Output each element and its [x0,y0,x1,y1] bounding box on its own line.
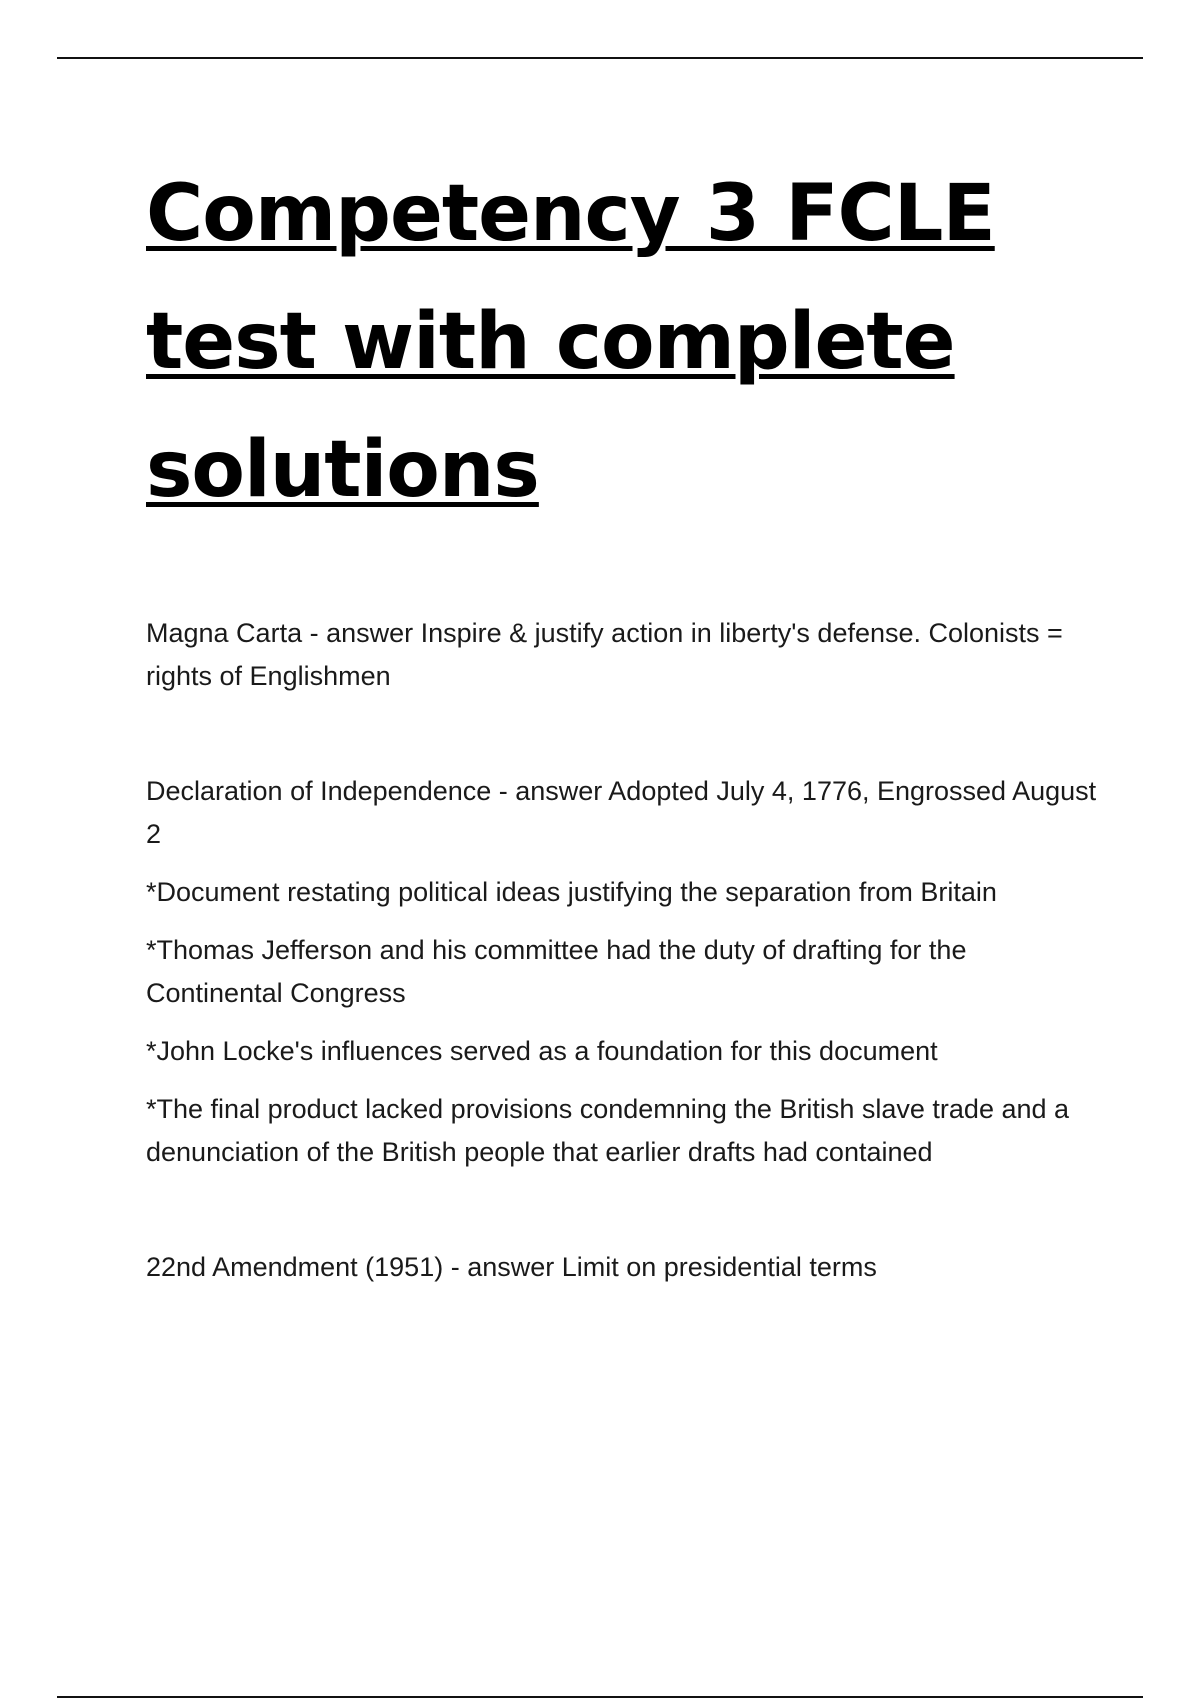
title-line: solutions [146,425,539,515]
entry-paragraph: Magna Carta - answer Inspire & justify action in liberty's defense. Colonists = rights of Englishmen [146,618,1063,691]
title-line: test with complete [146,297,955,387]
page-content [146,150,1106,1289]
top-rule [57,57,1143,59]
document-title [146,150,1106,534]
entry-22nd-amendment [146,1246,1106,1289]
entry-bullet: *Thomas Jefferson and his committee had the duty of drafting for the Continental Congress [146,935,967,1008]
entry-paragraph: 22nd Amendment (1951) - answer Limit on presidential terms [146,1252,877,1282]
entry-bullet: *The final product lacked provisions condemning the British slave trade and a denunciation of the British people that earlier drafts had contained [146,1094,1070,1167]
bottom-rule [57,1696,1143,1698]
entry-bullet: *John Locke's influences served as a foundation for this document [146,1036,938,1066]
entry-declaration-of-independence [146,770,1106,1174]
entry-magna-carta [146,612,1106,698]
title-line: Competency 3 FCLE [146,169,995,259]
entry-bullet: *Document restating political ideas justifying the separation from Britain [146,877,997,907]
entry-paragraph: Declaration of Independence - answer Adopted July 4, 1776, Engrossed August 2 [146,776,1097,849]
qa-entries [146,612,1106,1289]
